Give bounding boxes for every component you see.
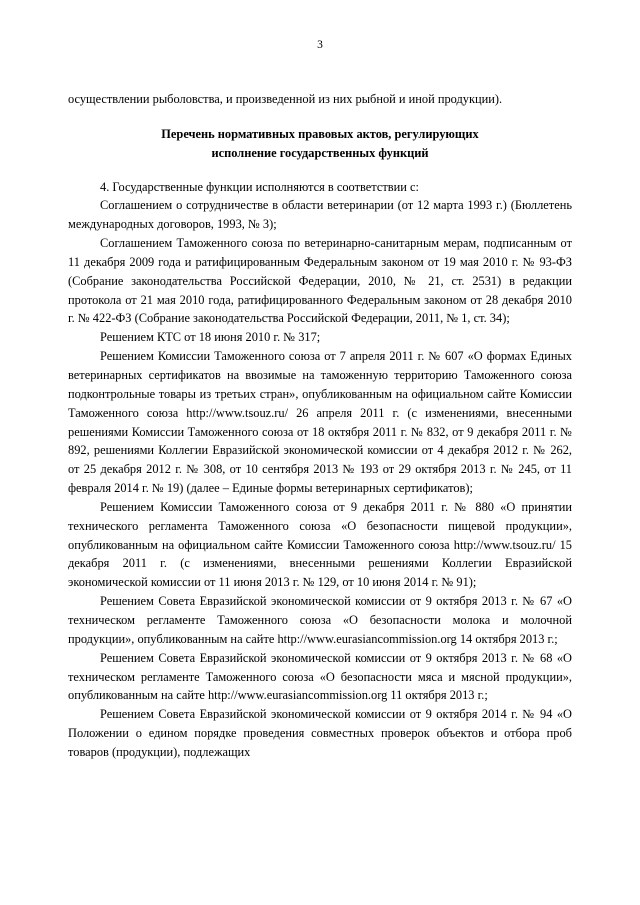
- paragraph-council-68: Решением Совета Евразийской экономической комиссии от 9 октября 2013 г. № 68 «О техническом регламенте Таможенного союза «О безопасности мяса и мясной продукции», опубликованным на сайте http://www.eurasiancommission.org 11 октября 2013 г.;: [68, 650, 572, 703]
- paragraph-agreement-vet: Соглашением о сотрудничестве в области ветеринарии (от 12 марта 1993 г.) (Бюллетень международных договоров, 1993, № 3);: [68, 198, 572, 232]
- paragraph-council-94: Решением Совета Евразийской экономической комиссии от 9 октября 2014 г. № 94 «О Положении о едином порядке проведения совместных проверок объектов и отбора проб товаров (продукции), подлежащих: [68, 707, 572, 759]
- paragraph-item-4: 4. Государственные функции исполняются в соответствии с:: [100, 179, 419, 194]
- paragraph-commission-607: Решением Комиссии Таможенного союза от 7 апреля 2011 г. № 607 «О формах Единых ветеринарных сертификатов на ввозимые на таможенную территорию Таможенного союза подконтрольные товары из третьих стран», опубликованным на официальном сайте Комиссии Таможенного союза http://www.tsouz.ru/ 26 апреля 2011 г. (с изменениями, внесенными решениями Комиссии Таможенного союза от 18 октября 2011 г. № 832, от 9 декабря 2011 г. № 892, решениями Коллегии Евразийской экономической комиссии от 4 декабря 2012 г. № 262, от 25 декабря 2012 г. № 308, от 10 сентября 2013 № 193 от 29 октября 2013 г. № 245, от 11 февраля 2014 г. № 19) (далее – Единые формы ветеринарных сертификатов);: [68, 349, 572, 496]
- paragraph-commission-880: Решением Комиссии Таможенного союза от 9 декабря 2011 г. № 880 «О принятии технического регламента Таможенного союза «О безопасности пищевой продукции», опубликованным на официальном сайте Комиссии Таможенного союза http://www.tsouz.ru/ 15 декабря 2011 г. (с изменениями, внесенными решениями Коллегии Евразийской экономической комиссии от 11 июня 2013 г. № 129, от 10 июня 2014 г. № 91);: [68, 499, 572, 590]
- paragraph-council-67: Решением Совета Евразийской экономической комиссии от 9 октября 2013 г. № 67 «О техническом регламенте Таможенного союза «О безопасности молока и молочной продукции», опубликованным на сайте http://www.eurasiancommission.org 14 октября 2013 г.;: [68, 594, 572, 646]
- section-heading: [68, 125, 572, 162]
- section-heading-line-1: Перечень нормативных правовых актов, регулирующих: [161, 127, 479, 142]
- page-number: 3: [317, 39, 323, 51]
- paragraph-customs-union-agreement: Соглашением Таможенного союза по ветеринарно-санитарным мерам, подписанным от 11 декабря 2009 года и ратифицированным Федеральным законом от 19 мая 2010 г. № 93-ФЗ (Собрание законодательства Российской Федерации, 2010, № 21, ст. 2531) в редакции протокола от 21 мая 2010 года, ратифицированного Федеральным законом от 28 декабря 2010 г. № 422-ФЗ (Собрание законодательства Российской Федерации, 2011, № 1, ст. 34);: [68, 236, 572, 326]
- paragraph-continuation: осуществлении рыболовства, и произведенной из них рыбной и иной продукции).: [68, 91, 503, 106]
- section-heading-line-2: исполнение государственных функций: [211, 145, 429, 160]
- paragraph-kts-317: Решением КТС от 18 июня 2010 г. № 317;: [100, 330, 321, 345]
- document-body: [68, 90, 572, 762]
- heading-spacer: [68, 163, 572, 178]
